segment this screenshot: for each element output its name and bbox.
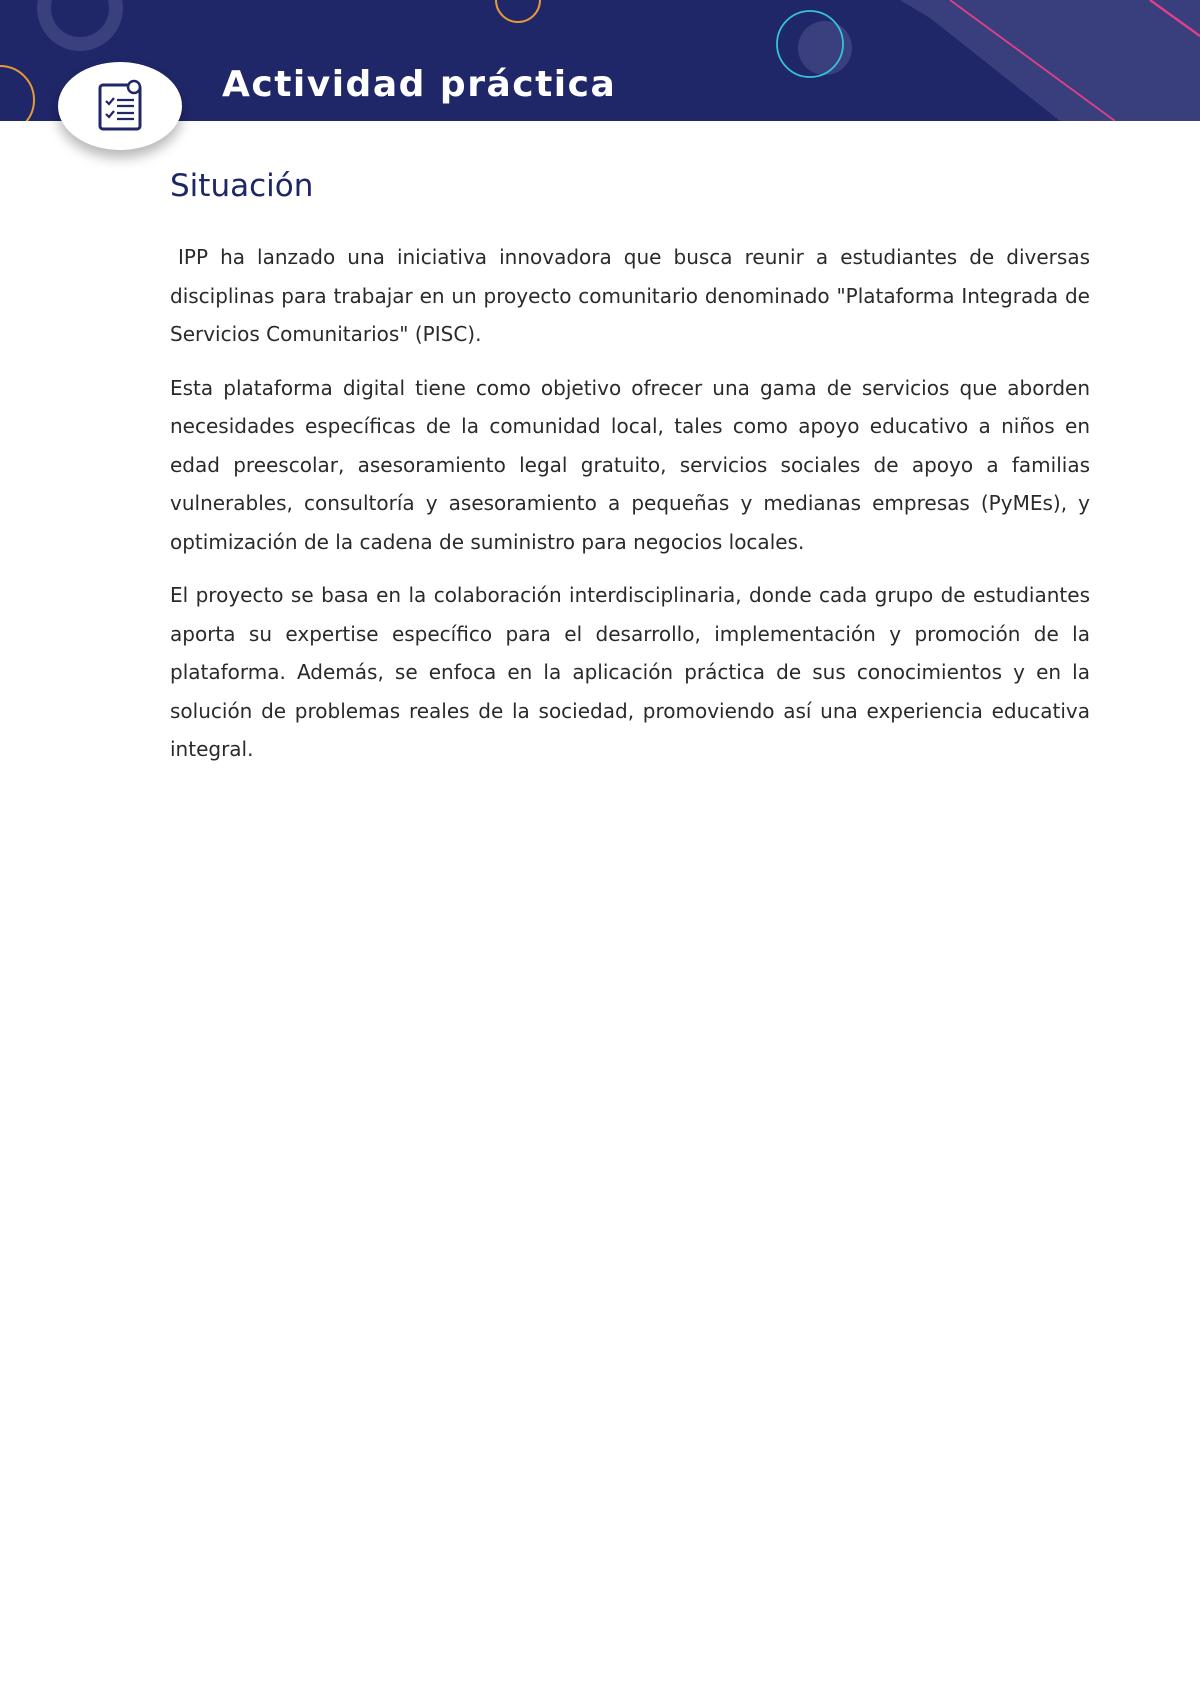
paragraph: El proyecto se basa en la colaboración interdisciplinaria, donde cada grupo de estudiantes aporta su expertise específico para el desarrollo, implementación y promoción de la plataforma. Además, se enfoca en la aplicación práctica de sus conocimientos y en la solución de problemas reales de la sociedad, promoviendo así una experiencia educativa integral. bbox=[170, 583, 1090, 761]
main-content bbox=[170, 168, 1090, 784]
banner-title: Actividad práctica bbox=[222, 64, 617, 105]
activity-badge bbox=[58, 62, 182, 150]
paragraph: IPP ha lanzado una iniciativa innovadora que busca reunir a estudiantes de diversas disciplinas para trabajar en un proyecto comunitario denominado "Plataforma Integrada de Servicios Comunitarios" (PISC). bbox=[170, 245, 1090, 346]
section-title: Situación bbox=[170, 168, 314, 204]
paragraph: Esta plataforma digital tiene como objetivo ofrecer una gama de servicios que aborden necesidades específicas de la comunidad local, tales como apoyo educativo a niños en edad preescolar, asesoramiento legal gratuito, servicios sociales de apoyo a familias vulnerables, consultoría y asesoramiento a pequeñas y medianas empresas (PyMEs), y optimización de la cadena de suministro para negocios locales. bbox=[170, 375, 1090, 554]
checklist-document-icon bbox=[92, 78, 148, 134]
